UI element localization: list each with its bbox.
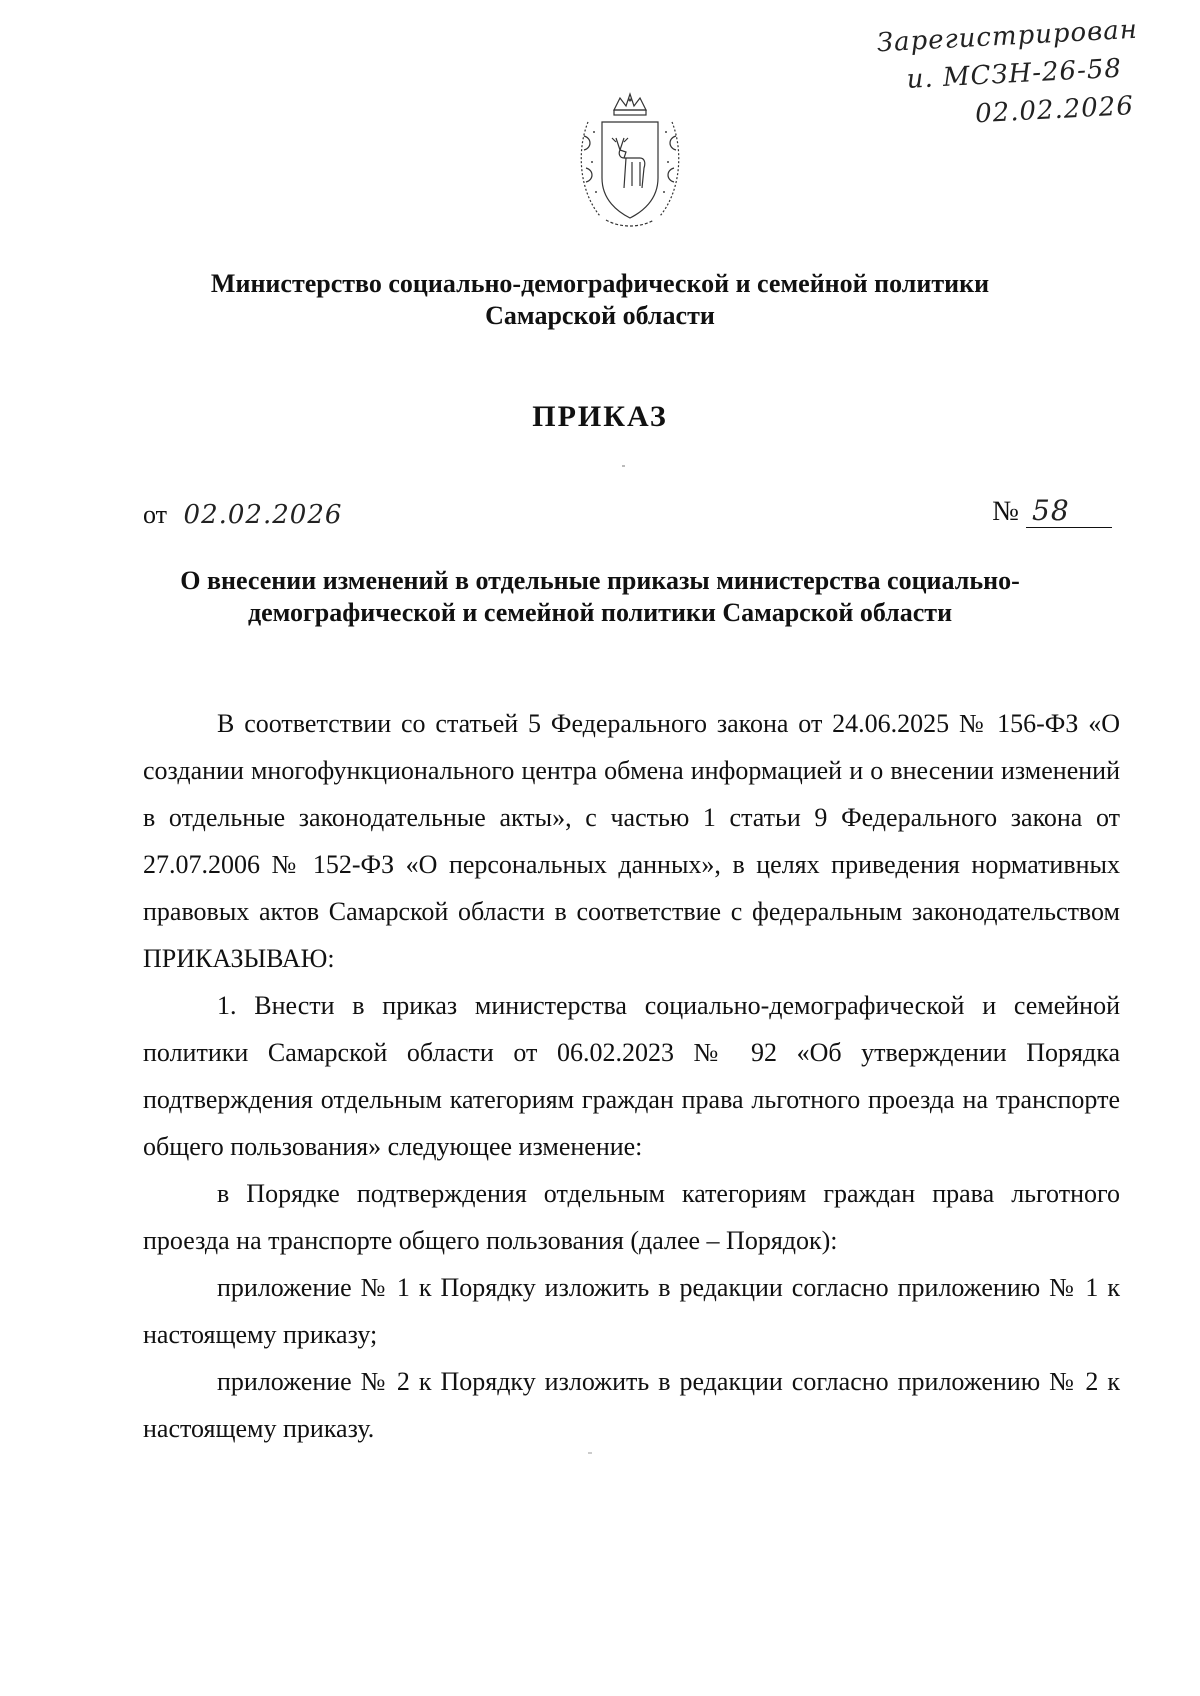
date-prefix: от — [143, 500, 168, 529]
registration-line-3: 02.02.2026 — [974, 91, 1135, 130]
number-handwritten-value: 58 — [1026, 494, 1112, 528]
ministry-line-1: Министерство социально-демографической и семейной политики — [210, 269, 990, 298]
ministry-line-2: Самарской области — [485, 301, 715, 330]
scan-speck — [588, 1452, 592, 1454]
body-paragraph: 1. Внести в приказ министерства социально-демографической и семейной политики Самарской области от 06.02.2023 № 92 «Об утверждении Порядка подтверждения отдельным категориям граждан права льготного проезда на транспорте общего пользования» следующее изменение: — [143, 991, 1120, 1161]
registration-line-2: и. МСЗН-26-58 — [905, 53, 1123, 95]
subject-line-1: О внесении изменений в отдельные приказы министерства социально- — [180, 566, 1020, 595]
body-paragraph: В соответствии со статьей 5 Федерального закона от 24.06.2025 № 156-ФЗ «О создании многофункционального центра обмена информацией и о внесении изменений в отдельные законодательные акты», с частью 1 статьи 9 Федерального закона от 27.07.2006 № 152-ФЗ «О персональных данных», в целях приведения нормативных правовых актов Самарской области в соответствие с федеральным законодательством ПРИКАЗЫВАЮ: — [143, 709, 1120, 973]
document-number — [992, 494, 1112, 528]
document-body — [143, 700, 1120, 1452]
ministry-name — [0, 268, 1200, 332]
date-handwritten-value: 02.02.2026 — [183, 500, 343, 530]
scan-speck — [622, 465, 625, 467]
body-paragraph: приложение № 1 к Порядку изложить в редакции согласно приложению № 1 к настоящему приказу; — [143, 1273, 1120, 1349]
subject-line-2: демографической и семейной политики Самарской области — [247, 598, 953, 627]
document-type-title: ПРИКАЗ — [532, 400, 668, 433]
coat-of-arms-emblem — [570, 92, 690, 232]
document-date — [143, 500, 342, 530]
number-prefix: № — [992, 496, 1019, 527]
registration-handwritten-note — [857, 11, 1143, 139]
registration-line-1: Зарегистрирован — [876, 14, 1139, 59]
body-paragraph: приложение № 2 к Порядку изложить в редакции согласно приложению № 2 к настоящему приказу. — [143, 1367, 1120, 1443]
body-paragraph: в Порядке подтверждения отдельным категориям граждан права льготного проезда на транспорте общего пользования (далее – Порядок): — [143, 1179, 1120, 1255]
document-subject — [120, 565, 1080, 629]
